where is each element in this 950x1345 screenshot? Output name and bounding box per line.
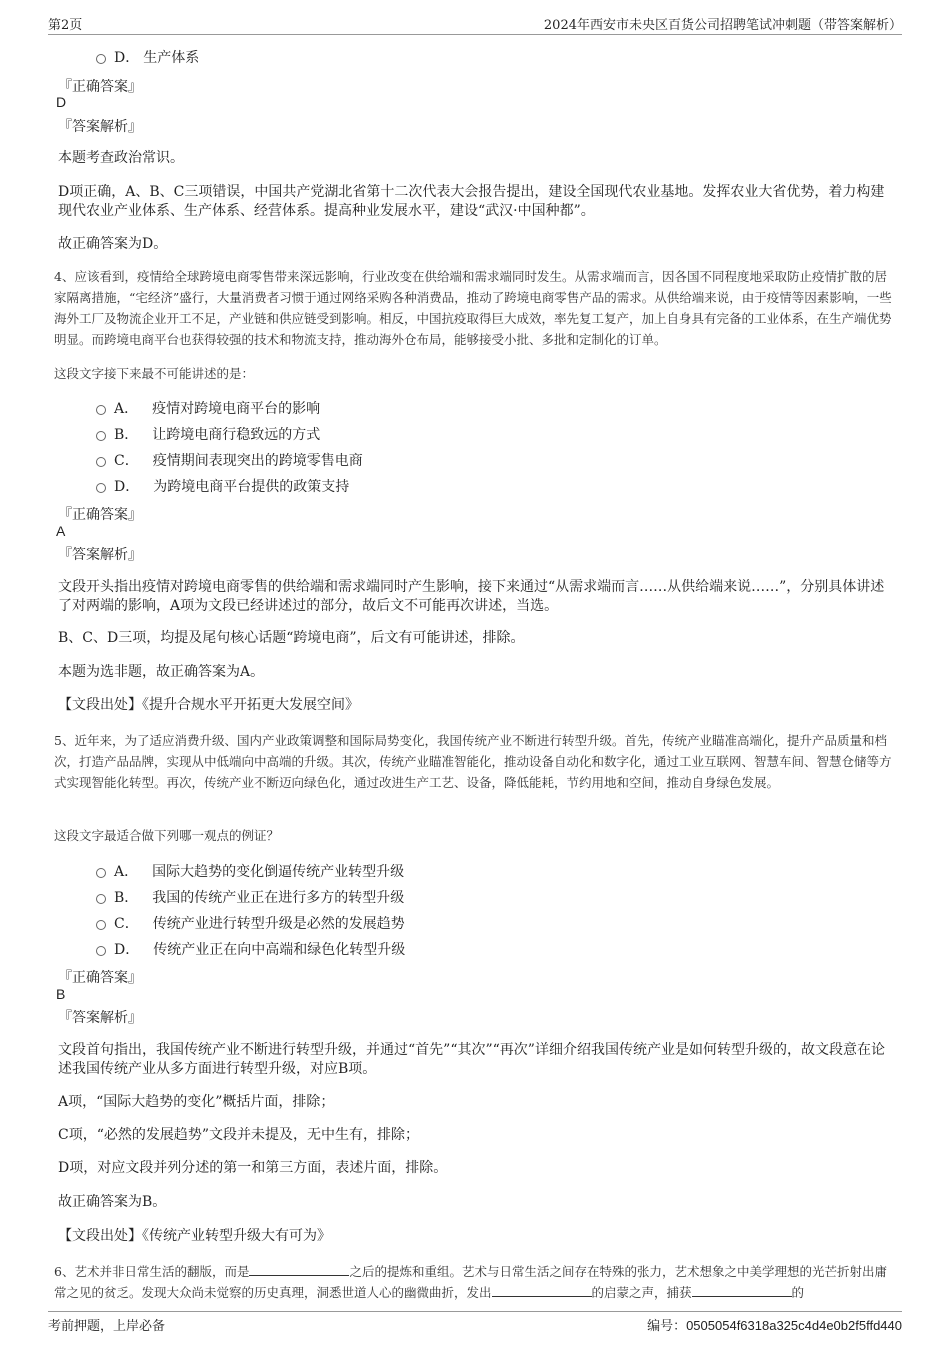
q4-explanation-1: 文段开头指出疫情对跨境电商零售的供给端和需求端同时产生影响，接下来通过“从需求端而言……从供给端来说……”，分别具体讲述了对两端的影响，A项为文段已经讲述过的部分，故后文不可能再次讲述，当选。: [58, 579, 885, 614]
radio-icon[interactable]: [96, 457, 106, 467]
q5-explanation-1: 文段首句指出，我国传统产业不断进行转型升级，并通过“首先”“其次”“再次”详细介绍我国传统产业是如何转型升级的，故文段意在论述我国传统产业从多方面进行转型升级，对应B项。: [58, 1042, 885, 1077]
analysis-label: 『答案解析』: [58, 547, 142, 563]
q5-source: 【文段出处】《传统产业转型升级大有可为》: [58, 1228, 331, 1244]
fill-blank-3[interactable]: [692, 1284, 792, 1297]
radio-icon[interactable]: [96, 946, 106, 956]
radio-icon[interactable]: [96, 920, 106, 930]
q4-explanation-2: B、C、D三项，均提及尾句核心话题“跨境电商”，后文有可能讲述，排除。: [58, 630, 525, 646]
fill-blank-1[interactable]: [249, 1263, 349, 1276]
q5-option-b[interactable]: B． 我国的传统产业正在进行多方的转型升级: [96, 887, 404, 907]
q4-option-b[interactable]: B． 让跨境电商行稳致远的方式: [96, 424, 320, 444]
q4-stem: 4、应该看到，疫情给全球跨境电商零售带来深远影响，行业改变在供给端和需求端同时发生。从需求端而言，因各国不同程度地采取防止疫情扩散的居家隔离措施，“宅经济”盛行，大量消费者习惯于通过网络采购各种消费品，推动了跨境电商零售产品的需求。从供给端来说，由于疫情等因素影响，一些海外工厂及物流企业开工不足，产业链和供应链受到影响。相反，中国抗疫取得巨大成效，率先复工复产，加上自身具有完备的工业体系，在生产端优势明显。而跨境电商平台也获得较强的技术和物流支持，推动海外仓布局，能够接受小批、多批和定制化的订单。: [54, 269, 892, 347]
fill-blank-2[interactable]: [492, 1284, 592, 1297]
q4-question: 这段文字接下来最不可能讲述的是：: [54, 366, 255, 381]
radio-icon[interactable]: [96, 894, 106, 904]
q3-explanation-3: 故正确答案为D。: [58, 236, 168, 252]
q5-explanation-3: C项，“必然的发展趋势”文段并未提及，无中生有，排除；: [58, 1127, 420, 1143]
q4-option-c[interactable]: C． 疫情期间表现突出的跨境零售电商: [96, 450, 363, 470]
q5-stem: 5、近年来，为了适应消费升级、国内产业政策调整和国际局势变化，我国传统产业不断进行转型升级。首先，传统产业瞄准高端化，提升产品质量和档次，打造产品品牌，实现从中低端向中高端的升级。其次，传统产业瞄准智能化，推动设备自动化和数字化，通过工业互联网、智慧车间、智慧仓储等方式实现智能化转型。再次，传统产业不断迈向绿色化，通过改进生产工艺、设备，降低能耗，节约用地和空间，推动自身绿色发展。: [54, 733, 892, 790]
q3-explanation-1: 本题考查政治常识。: [58, 150, 184, 166]
q5-option-d[interactable]: D． 传统产业正在向中高端和绿色化转型升级: [96, 939, 405, 959]
q5-explanation-2: A项，“国际大趋势的变化”概括片面，排除；: [58, 1094, 335, 1110]
radio-icon[interactable]: [96, 868, 106, 878]
page-footer: [48, 1311, 902, 1334]
q5-question: 这段文字最适合做下列哪一观点的例证？: [54, 828, 280, 843]
page-number: 第2页: [48, 18, 83, 33]
q5-option-a[interactable]: A． 国际大趋势的变化倒逼传统产业转型升级: [96, 861, 404, 881]
q5-explanation-5: 故正确答案为B。: [58, 1194, 167, 1210]
doc-code: 编号：0505054f6318a325c4d4e0b2f5ffd440: [647, 1318, 902, 1333]
page-header: [48, 12, 902, 35]
footer-slogan: 考前押题，上岸必备: [48, 1319, 166, 1334]
q4-source: 【文段出处】《提升合规水平开拓更大发展空间》: [58, 697, 359, 713]
answer-label: 『正确答案』: [58, 79, 142, 95]
analysis-label: 『答案解析』: [58, 1010, 142, 1026]
q5-explanation-4: D项，对应文段并列分述的第一和第三方面，表述片面，排除。: [58, 1160, 448, 1176]
answer-label: 『正确答案』: [58, 507, 142, 523]
q4-explanation-3: 本题为选非题，故正确答案为A。: [58, 664, 265, 680]
q4-answer: A: [56, 523, 66, 539]
q4-option-a[interactable]: A． 疫情对跨境电商平台的影响: [96, 398, 320, 418]
radio-icon[interactable]: [96, 405, 106, 415]
q5-option-c[interactable]: C． 传统产业进行转型升级是必然的发展趋势: [96, 913, 405, 933]
q3-answer: D: [56, 94, 67, 110]
analysis-label: 『答案解析』: [58, 119, 142, 135]
doc-title: 2024年西安市未央区百货公司招聘笔试冲刺题（带答案解析）: [543, 18, 902, 33]
radio-icon[interactable]: [96, 54, 106, 64]
answer-label: 『正确答案』: [58, 970, 142, 986]
q4-option-d[interactable]: D． 为跨境电商平台提供的政策支持: [96, 476, 349, 496]
q5-answer: B: [56, 986, 66, 1002]
q3-option-d[interactable]: D． 生产体系: [96, 47, 199, 67]
q3-explanation-2: D项正确，A、B、C三项错误，中国共产党湖北省第十二次代表大会报告提出，建设全国现代农业基地。发挥农业大省优势，着力构建现代农业产业体系、生产体系、经营体系。提高种业发展水平，建设“武汉·中国种都”。: [58, 184, 885, 219]
radio-icon[interactable]: [96, 431, 106, 441]
radio-icon[interactable]: [96, 483, 106, 493]
q6-stem: 6、艺术并非日常生活的翻版，而是 之后的提炼和重组。艺术与日常生活之间存在特殊的张力，艺术想象之中美学理想的光芒折射出庸常之见的贫乏。发现大众尚未觉察的历史真理，洞悉世道人心的幽微曲折，发出 的启蒙之声，捕获 的: [54, 1264, 887, 1300]
